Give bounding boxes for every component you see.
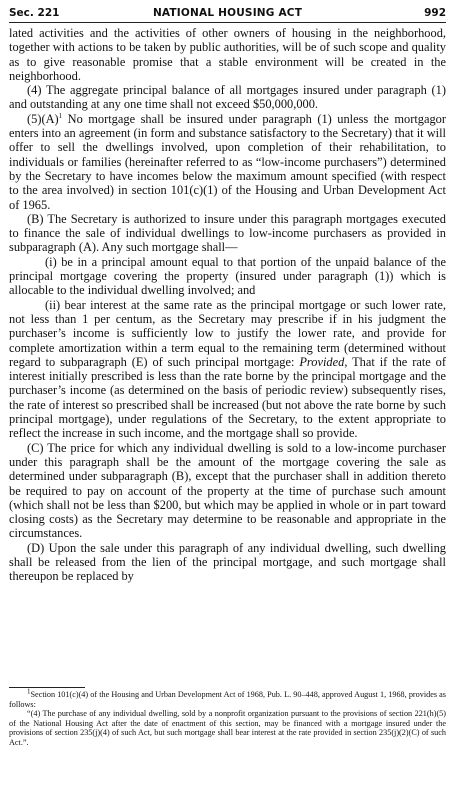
paragraph-5a bbox=[9, 112, 446, 212]
paragraph-5a-text: No mortgage shall be insured under paragraph (1) unless the mortgagor enters into an agreement (in form and substance satisfactory to the Secretary) that it will offer to sell the dwellings involved, upon completion of their rehabilitation, to individuals or families (hereinafter referred to as “low-income purchasers”) determined by the Secretary to have incomes below the maximum amount specified (with respect to the area involved) in section 101(c)(1) of the Housing and Urban Development Act of 1965. bbox=[9, 111, 446, 212]
paragraph-5c: (C) The price for which any individual dwelling is sold to a low-income purchaser under this paragraph shall be the amount of the mortgage covering the sale as determined under subparagraph (B), except that the purchaser shall in addition thereto be required to pay on account of the property at the time of purchase such amount (which shall not be less than $200, but which may be applied in whole or in part toward closing costs) as the Secretary may determine to be reasonable and appropriate in the circumstances. bbox=[9, 440, 446, 541]
clause-ii-text: (ii) bear interest at the same rate as the principal mortgage or such lower rate, not less than 1 per centum, as the Secretary may prescribe if in his judgment the purchaser’s income is sufficiently low to justify the lower rate, and provide for complete amortization within a term equal to the remaining term (determined without regard to subparagraph (E) of such principal mortgage: bbox=[9, 297, 446, 369]
footnote-divider bbox=[9, 687, 85, 688]
paragraph-4: (4) The aggregate principal balance of all mortgages insured under paragraph (1) and outstanding at any one time shall not exceed $50,000,000. bbox=[9, 83, 446, 112]
clause-ii bbox=[9, 298, 446, 441]
footnote-reference: 1 bbox=[58, 111, 63, 120]
footnote-line-2: “(4) The purchase of any individual dwelling, sold by a nonprofit organization pursuant to the provisions of section 221(h)(5) of the National Housing Act after the date of enactment of this section, may be financed with a mortgage insured under the provisions of section 235(j)(4) of such Act, but such mortgage shall bear interest at the rate provided in section 235(j)(2)(C) of such Act.”. bbox=[9, 709, 446, 747]
paragraph-5b: (B) The Secretary is authorized to insure under this paragraph mortgages executed to finance the sale of individual dwellings to low-income purchasers as provided in subparagraph (A). Any such mortgage shall— bbox=[9, 211, 446, 255]
paragraph-continuation: lated activities and the activities of other owners of housing in the neighborhood, together with actions to be taken by public authorities, will be of such scope and quality as to give reasonable promise that a stable environment will be created in the neighborhood. bbox=[9, 26, 446, 83]
paragraph-5d: (D) Upon the sale under this paragraph of any individual dwelling, such dwelling shall be released from the lien of the principal mortgage, and such mortgage shall thereupon be replaced by bbox=[9, 540, 446, 584]
section-number: Sec. 221 bbox=[9, 7, 60, 19]
footnote-mark: 1 bbox=[27, 687, 31, 696]
body-text bbox=[9, 26, 446, 584]
act-title: NATIONAL HOUSING ACT bbox=[152, 7, 303, 19]
clause-i: (i) be in a principal amount equal to that portion of the unpaid balance of the principal mortgage covering the property (insured under paragraph (1)) which is allocable to the individual dwelling involved; and bbox=[9, 254, 446, 298]
paragraph-5a-lead: (5)(A) bbox=[27, 111, 59, 126]
clause-ii-proviso: That if the rate of interest initially prescribed is less than the rate borne by the principal mortgage and the purchaser’s income (as determined on the basis of periodic review) subsequently rises, the rate of interest so prescribed shall be increased (but not above the rate borne by such principal mortgage), under regulations of the Secretary, to the extent appropriate to reflect the increase in such income, and the mortgage shall so provide. bbox=[9, 354, 446, 441]
proviso-word: Provided, bbox=[299, 354, 348, 369]
footnote-text-1: Section 101(c)(4) of the Housing and Urban Development Act of 1968, Pub. L. 90–448, approved August 1, 1968, provides as follows: bbox=[9, 690, 446, 709]
footnote bbox=[9, 687, 446, 748]
footnote-line-1 bbox=[9, 687, 446, 709]
running-header bbox=[9, 4, 446, 23]
page-number: 992 bbox=[424, 7, 446, 19]
